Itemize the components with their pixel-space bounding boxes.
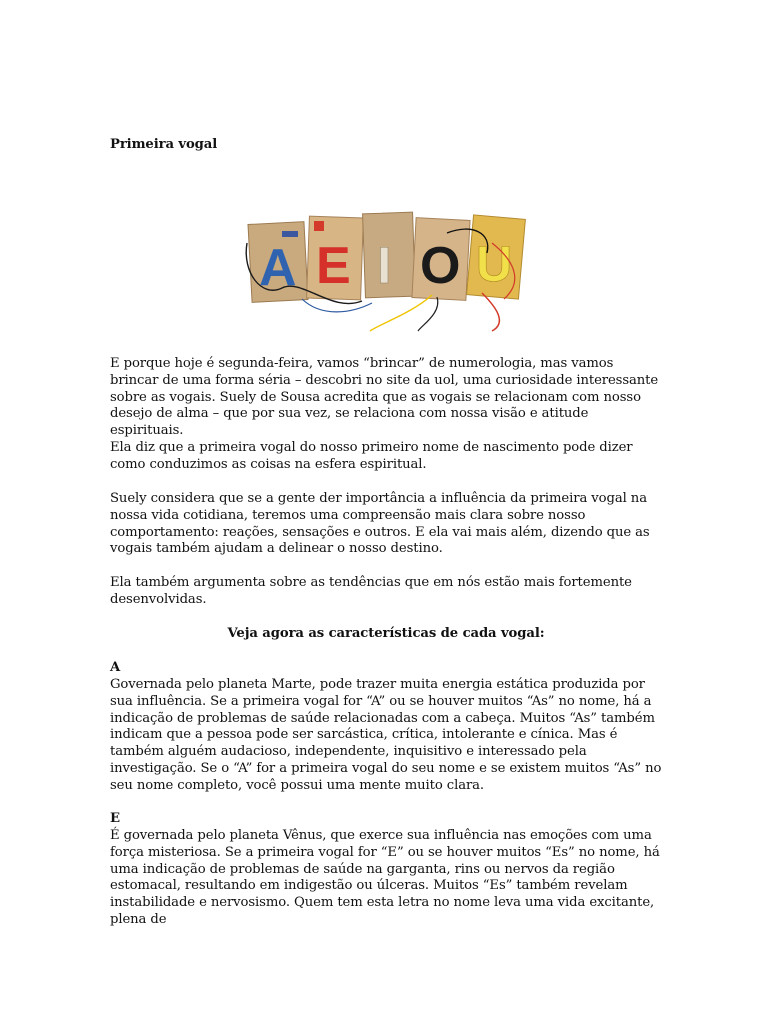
card-letter-u: U [476, 236, 513, 292]
vowel-cards-image [242, 203, 532, 333]
document-page [110, 0, 662, 1024]
vowels-illustration [242, 203, 532, 333]
paragraph-2: Ela diz que a primeira vogal do nosso primeiro nome de nascimento pode dizer como conduzimos as coisas na esfera espiritual. [110, 440, 633, 472]
section-subheading: Veja agora as características de cada vogal: [227, 626, 545, 641]
card-letter-o: O [420, 237, 461, 295]
paragraph-3: Suely considera que se a gente der importância a influência da primeira vogal na nossa vida cotidiana, teremos uma compreensão mais clara sobre nosso comportamento: reações, sensações e outros. E ela vai mais além, dizendo que as vogais também ajudam a delinear o nosso destino. [110, 491, 650, 557]
vowel-heading-e: E [110, 811, 120, 826]
card-letter-i: I [377, 237, 392, 295]
paragraph-1: E porque hoje é segunda-feira, vamos “brincar” de numerologia, mas vamos brincar de uma forma séria – descobri no site da uol, uma curiosidade interessante sobre as vogais. Suely de Sousa acredita que as vogais se relacionam com nosso desejo de alma – que por sua vez, se relaciona com nossa visão e atitude espirituais. [110, 356, 659, 439]
page-title: Primeira vogal [110, 137, 218, 152]
card-letter-e: E [316, 237, 351, 295]
card-letter-a: A [259, 239, 297, 297]
paragraph-4: Ela também argumenta sobre as tendências que em nós estão mais fortemente desenvolvidas. [110, 575, 632, 607]
vowel-text-a: Governada pelo planeta Marte, pode trazer muita energia estática produzida por sua influência. Se a primeira vogal for “A” ou se houver muitos “As” no nome, há a indicação de problemas de saúde relacionadas com a cabeça. Muitos “As” também indicam que a pessoa pode ser sarcástica, crítica, intolerante e cínica. Mas é também alguém audacioso, independente, inquisitivo e interessado pela investigação. Se o “A” for a primeira vogal do seu nome e se existem muitos “As” no seu nome completo, você possui uma mente muito clara. [110, 677, 662, 793]
vowel-heading-a: A [110, 660, 121, 675]
vowel-text-e: É governada pelo planeta Vênus, que exerce sua influência nas emoções com uma força misteriosa. Se a primeira vogal for “E” ou se houver muitos “Es” no nome, há uma indicação de problemas de saúde na garganta, rins ou nervos da região estomacal, resultando em indigestão ou úlceras. Muitos “Es” também revelam instabilidade e nervosismo. Quem tem esta letra no nome leva uma vida excitante, plena de [110, 828, 660, 927]
